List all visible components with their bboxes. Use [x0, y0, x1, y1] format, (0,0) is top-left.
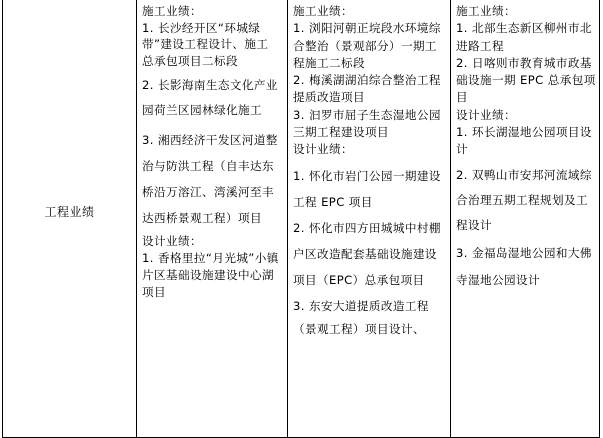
construction-heading: 施工业绩：: [456, 4, 516, 18]
construction-item: 1. 长沙经开区“环城绿带”建设工程设计、施工总承包项目二标段: [142, 20, 269, 68]
design-item: 2. 双鸭山市安邦河流域综合治理五期工程规划及工程设计: [456, 167, 592, 232]
construction-item: 1. 浏阳河朝正垸段水环境综合整治（景观部分）一期工程施工二标段: [293, 21, 441, 70]
construction-item: 2. 梅溪湖湖泊综合整治工程提质改造项目: [293, 73, 441, 105]
design-heading: 设计业绩：: [142, 234, 202, 249]
column-divider: [287, 0, 288, 437]
construction-heading: 施工业绩：: [142, 4, 202, 18]
column-1-content: [142, 3, 280, 301]
design-heading: 设计业绩：: [293, 142, 353, 157]
design-item: 1. 香格里拉“月光城”小镇片区基础设施建设中心湖项目: [142, 251, 279, 300]
construction-item: 1. 北部生态新区柳州市北进路工程: [456, 21, 592, 53]
row-label: 工程业绩: [44, 205, 95, 219]
design-item: 3. 金福岛湿地公园和大佛寺湿地公园设计: [456, 245, 592, 287]
construction-item: 3. 汩罗市屈子生态湿地公园三期工程建设项目: [293, 107, 441, 140]
construction-heading: 施工业绩：: [293, 4, 353, 18]
achievements-table: [2, 0, 600, 438]
column-2-content: [293, 3, 445, 341]
construction-item: 2. 长影海南生态文化产业园荷兰区园林绿化施工: [142, 78, 278, 118]
column-3-content: [456, 3, 596, 294]
construction-item: 3. 湘西经济干发区河道整治与防洪工程（自丰达东桥沿万溶江、湾溪河至丰达西桥景观工程）项目: [142, 133, 278, 226]
column-divider: [450, 0, 451, 437]
column-divider: [136, 0, 137, 437]
design-item: 2. 怀化市四方田城城中村棚户区改造配套基础设施建设项目（EPC）总承包项目: [293, 220, 441, 287]
construction-item: 2. 日喀则市教育城市政基础设施一期 EPC 总承包项目: [456, 55, 596, 105]
design-item: 1. 怀化市岩门公园一期建设工程 EPC 项目: [293, 168, 441, 209]
design-item: 3. 东安大道提质改造工程（景观工程）项目设计、: [293, 298, 429, 336]
design-heading: 设计业绩：: [456, 107, 516, 122]
design-item: 1. 环长湖湿地公园项目设计: [456, 125, 592, 157]
